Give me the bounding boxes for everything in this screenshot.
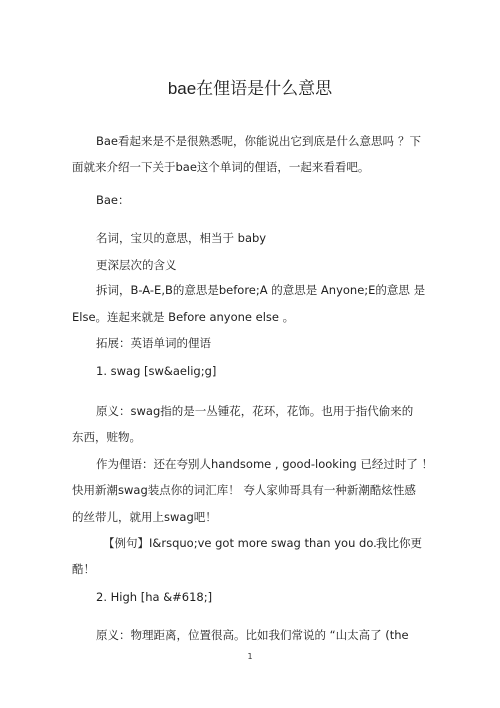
example-translation-tail: 酷！ [72,562,95,576]
heading-swag: 1. swag [sw&aelig;g] [96,364,217,378]
paragraph-swag-slang-line-2: 快用新潮swag装点你的词汇库！ 夸人家帅哥具有一种新潮酷炫性感 [72,483,416,497]
heading-bae: Bae： [96,193,130,207]
paragraph-split-line-1: 拆词，B-A-E,B的意思是before;A 的意思是 Anyone;E的意思 是 [96,283,426,297]
example-sentence: 【例句】I&rsquo;ve got more swag than you do. [103,536,377,550]
paragraph-intro-line-2: 面就来介绍一下关于bae这个单词的俚语，一起来看看吧。 [72,160,370,174]
paragraph-swag-meaning-line-2: 东西，赃物。 [72,430,141,444]
paragraph-swag-slang-line-3: 的丝带儿，就用上swag吧！ [72,510,217,524]
heading-high: 2. High [ha &#618;] [96,590,213,604]
paragraph-noun: 名词，宝贝的意思，相当于 baby [96,231,267,245]
paragraph-intro-line-1: Bae看起来是不是很熟悉呢，你能说出它到底是什么意思吗 [96,134,395,148]
example-translation: 我比你更 [376,536,422,550]
paragraph-split-line-2: Else。连起来就是 Before anyone else 。 [72,310,295,324]
page-number: 1 [247,652,253,661]
paragraph-high-meaning: 原义：物理距离，位置很高。比如我们常说的 “山太高了 (the [96,628,409,642]
paragraph-expand: 拓展：英语单词的俚语 [96,336,211,350]
paragraph-intro-line-1-tail: ？下 [398,134,421,148]
paragraph-deeper: 更深层次的含义 [96,258,177,272]
document-title: bae在俚语是什么意思 [167,79,333,98]
paragraph-swag-meaning-line-1: 原义：swag指的是一丛锺花，花环，花饰。也用于指代偷来的 [96,404,414,418]
paragraph-swag-slang-line-1: 作为俚语：还在夸别人handsome , good-looking 已经过时了 ！ [96,457,434,471]
